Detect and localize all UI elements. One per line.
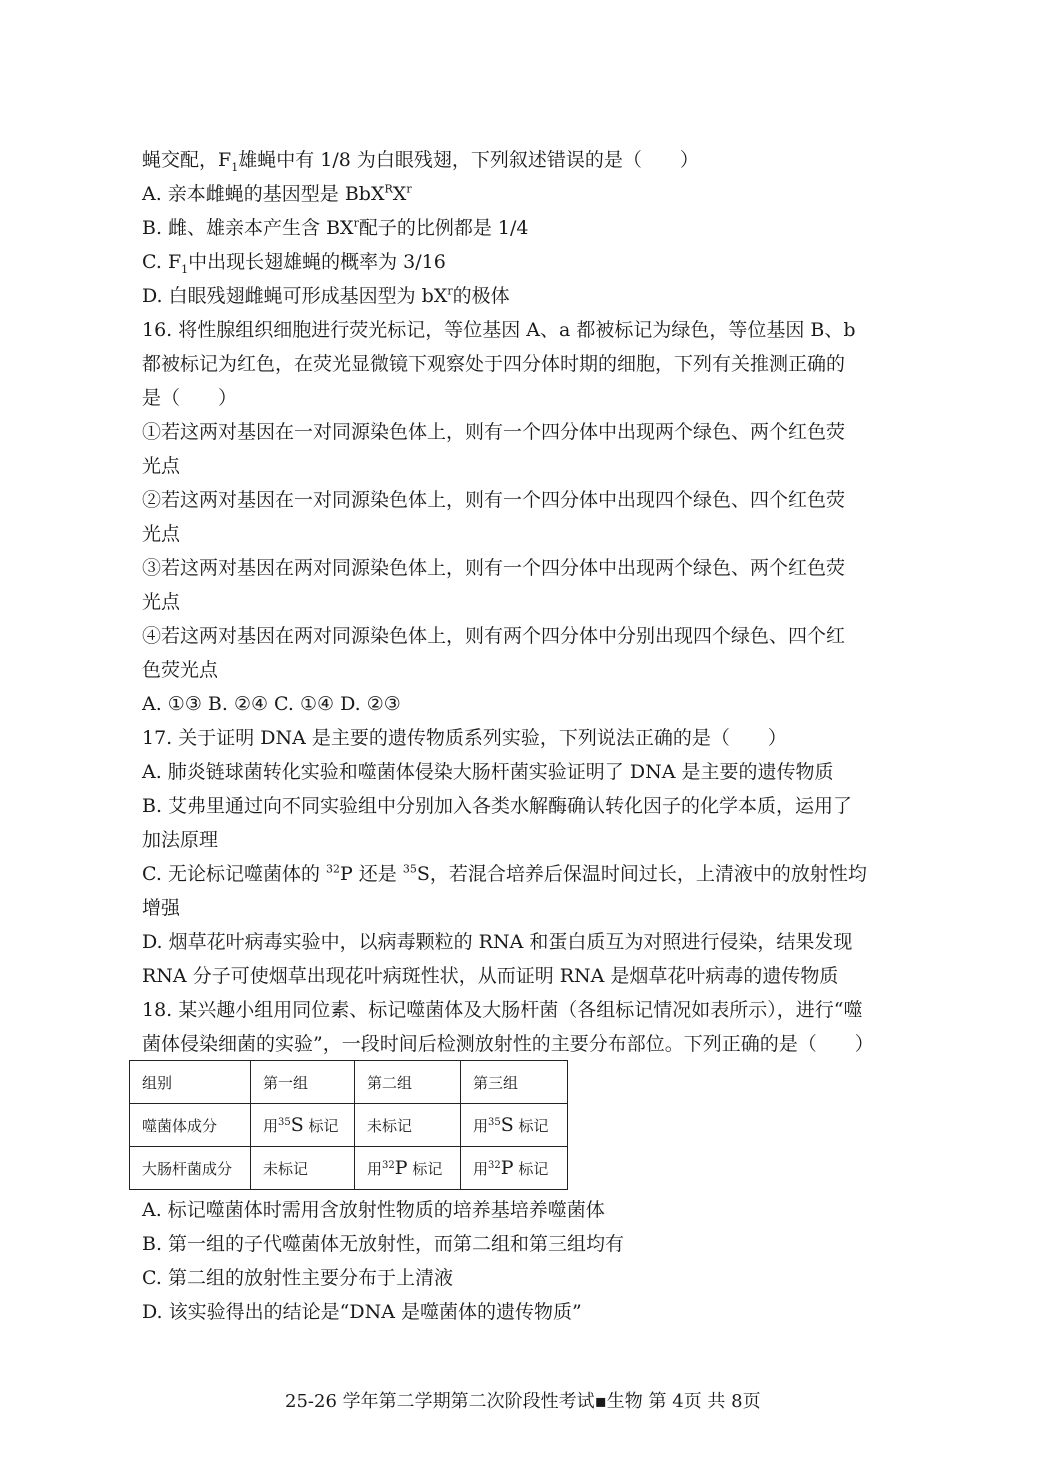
q17-option-d-cont: RNA 分子可使烟草出现花叶病斑性状，从而证明 RNA 是烟草花叶病毒的遗传物质 bbox=[142, 965, 839, 987]
q18-stem-line1: 18. 某兴趣小组用同位素、标记噬菌体及大肠杆菌（各组标记情况如表所示），进行“噬 bbox=[142, 999, 863, 1021]
table-cell: 未标记 bbox=[251, 1147, 355, 1190]
table-row-label: 噬菌体成分 bbox=[130, 1104, 251, 1147]
table-header-cell: 第二组 bbox=[355, 1061, 461, 1104]
table-header-row bbox=[130, 1061, 568, 1104]
table-cell: 未标记 bbox=[355, 1104, 461, 1147]
q17-option-c-cont: 增强 bbox=[142, 897, 181, 919]
q18-option-b: B. 第一组的子代噬菌体无放射性，而第二组和第三组均有 bbox=[142, 1233, 625, 1255]
q15-option-b: B. 雌、雄亲本产生含 $BX^r$配子的比例都是 1/4 bbox=[142, 216, 529, 239]
table-header-cell: 第三组 bbox=[461, 1061, 568, 1104]
q17-option-c: C. 无论标记噬菌体的 $^{32}$P 还是 $^{35}$S，若混合培养后保温时间过长，上清液中的放射性均 bbox=[142, 862, 867, 885]
table-cell: 用$^{32}$P 标记 bbox=[355, 1147, 461, 1190]
q17-option-b-cont: 加法原理 bbox=[142, 829, 219, 851]
q18-stem-line2: 菌体侵染细菌的实验”，一段时间后检测放射性的主要分布部位。下列正确的是（ ） bbox=[142, 1033, 874, 1055]
q16-statement-4: ④若这两对基因在两对同源染色体上，则有两个四分体中分别出现四个绿色、四个红 bbox=[142, 625, 846, 647]
table-cell: 用$^{32}$P 标记 bbox=[461, 1147, 568, 1190]
q17-option-a: A. 肺炎链球菌转化实验和噬菌体侵染大肠杆菌实验证明了 DNA 是主要的遗传物质 bbox=[142, 761, 834, 783]
table-header-cell: 第一组 bbox=[251, 1061, 355, 1104]
q16-statement-4-cont: 色荧光点 bbox=[142, 659, 219, 681]
q16-statement-1-cont: 光点 bbox=[142, 455, 181, 477]
q16-statement-2-cont: 光点 bbox=[142, 523, 181, 545]
table-header-cell: 组别 bbox=[130, 1061, 251, 1104]
labeling-table bbox=[129, 1060, 568, 1190]
q16-stem-line3: 是（ ） bbox=[142, 387, 238, 409]
q17-stem: 17. 关于证明 DNA 是主要的遗传物质系列实验，下列说法正确的是（ ） bbox=[142, 727, 787, 749]
table-row bbox=[130, 1104, 568, 1147]
q15-option-a: A. 亲本雌蝇的基因型是 $BbX^RX^r$ bbox=[142, 182, 412, 205]
q18-option-d: D. 该实验得出的结论是“DNA 是噬菌体的遗传物质” bbox=[142, 1301, 582, 1323]
page-footer: 25-26 学年第二学期第二次阶段性考试▪生物 第 4页 共 8页 bbox=[285, 1391, 761, 1412]
table-cell: 用$^{35}$S 标记 bbox=[461, 1104, 568, 1147]
table-row-label: 大肠杆菌成分 bbox=[130, 1147, 251, 1190]
q15-stem: 蝇交配，$F_1$雄蝇中有 1/8 为白眼残翅，下列叙述错误的是（ ） bbox=[142, 149, 699, 174]
q16-options: A. ①③ B. ②④ C. ①④ D. ②③ bbox=[142, 693, 401, 715]
q17-option-b: B. 艾弗里通过向不同实验组中分别加入各类水解酶确认转化因子的化学本质，运用了 bbox=[142, 795, 853, 817]
q18-option-a: A. 标记噬菌体时需用含放射性物质的培养基培养噬菌体 bbox=[142, 1199, 605, 1221]
q16-stem-line1: 16. 将性腺组织细胞进行荧光标记，等位基因 A、a 都被标记为绿色，等位基因 B、b bbox=[142, 319, 856, 341]
q16-statement-1: ①若这两对基因在一对同源染色体上，则有一个四分体中出现两个绿色、两个红色荧 bbox=[142, 421, 846, 443]
q16-statement-3: ③若这两对基因在两对同源染色体上，则有一个四分体中出现两个绿色、两个红色荧 bbox=[142, 557, 846, 579]
table-row bbox=[130, 1147, 568, 1190]
q15-option-d: D. 白眼残翅雌蝇可形成基因型为 $bX^r$的极体 bbox=[142, 284, 510, 307]
q16-statement-2: ②若这两对基因在一对同源染色体上，则有一个四分体中出现四个绿色、四个红色荧 bbox=[142, 489, 846, 511]
q17-option-d: D. 烟草花叶病毒实验中，以病毒颗粒的 RNA 和蛋白质互为对照进行侵染，结果发现 bbox=[142, 931, 853, 953]
q16-statement-3-cont: 光点 bbox=[142, 591, 181, 613]
q15-option-c: C. $F_1$中出现长翅雄蝇的概率为 3/16 bbox=[142, 251, 446, 276]
q18-option-c: C. 第二组的放射性主要分布于上清液 bbox=[142, 1267, 453, 1289]
q16-stem-line2: 都被标记为红色，在荧光显微镜下观察处于四分体时期的细胞，下列有关推测正确的 bbox=[142, 353, 846, 375]
table-cell: 用$^{35}$S 标记 bbox=[251, 1104, 355, 1147]
